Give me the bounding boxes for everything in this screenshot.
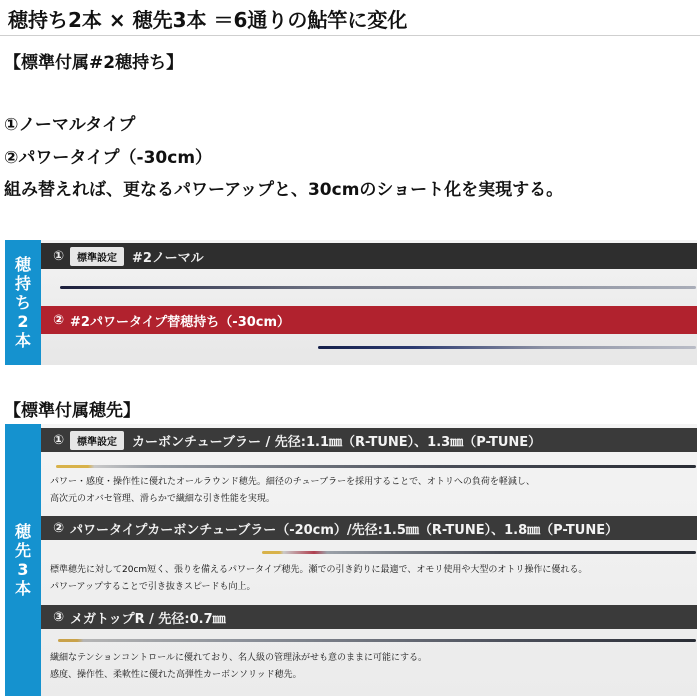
desc-line: 標準穂先に対して20cm短く、張りを備えるパワータイプ穂先。瀬での引き釣りに最適で、オモリ使用や大型のオトリ操作に優れる。 — [50, 565, 588, 575]
standard-badge: 標準設定 — [70, 431, 124, 450]
tip-desc-power — [50, 562, 690, 596]
tip-rod-image-megatop — [58, 639, 696, 642]
row-number: ② — [53, 520, 65, 536]
row-label: パワータイプカーボンチューブラー（-20cm）/先径:1.5㎜（R-TUNE）、1.8㎜（P-TUNE） — [70, 522, 619, 538]
side-char: ち — [14, 293, 31, 312]
rod-image-normal — [60, 286, 696, 289]
side-char: 穂 — [14, 522, 31, 541]
side-char: 2 — [17, 312, 29, 331]
desc-line: パワーアップすることで引き抜きスピードも向上。 — [50, 582, 256, 592]
tip-row-power — [41, 516, 697, 540]
tip-section-heading: 【標準付属穂先】 — [4, 401, 140, 421]
desc-line: パワー・感度・操作性に優れたオールラウンド穂先。細径のチューブラーを採用することで、オトリへの負荷を軽減し、 — [50, 477, 535, 487]
standard-badge: 標準設定 — [70, 247, 124, 266]
holder-summary: 組み替えれば、更なるパワーアップと、30cmのショート化を実現する。 — [4, 180, 564, 200]
holder-row-normal — [41, 243, 697, 269]
desc-line: 高次元のオバセ管理、滑らかで繊細な引き性能を実現。 — [50, 494, 275, 504]
tip-rod-image-standard — [56, 465, 696, 468]
row-number: ③ — [53, 609, 65, 625]
holder-type-power: ②パワータイプ（-30cm） — [4, 148, 213, 168]
title-divider — [0, 35, 700, 36]
desc-line: 繊細なテンションコントロールに優れており、名人級の管理泳がせも意のままに可能にする。 — [50, 653, 427, 663]
side-char: 先 — [14, 541, 31, 560]
tip-desc-standard — [50, 474, 690, 508]
side-char: 本 — [14, 331, 31, 350]
side-char: 持 — [14, 274, 31, 293]
tip-desc-megatop — [50, 650, 690, 684]
side-char: 本 — [14, 579, 31, 598]
row-label: #2パワータイプ替穂持ち（-30cm） — [70, 314, 291, 330]
side-char: 穂 — [14, 255, 31, 274]
row-label: #2ノーマル — [132, 250, 204, 266]
desc-line: 感度、操作性、柔軟性に優れた高弾性カーボンソリッド穂先。 — [50, 670, 302, 680]
row-label: メガトップR / 先径:0.7㎜ — [70, 611, 226, 627]
tip-row-megatop — [41, 605, 697, 629]
tip-side-label — [5, 424, 41, 696]
row-label: カーボンチューブラー / 先径:1.1㎜（R-TUNE）、1.3㎜（P-TUNE） — [132, 434, 542, 450]
row-number: ② — [53, 312, 65, 328]
holder-type-normal: ①ノーマルタイプ — [4, 115, 136, 135]
tip-row-standard — [41, 428, 697, 452]
tip-rod-image-power — [262, 551, 696, 554]
holder-row-power — [41, 306, 697, 334]
page-title: 穂持ち2本 × 穂先3本 ＝6通りの鮎竿に変化 — [8, 8, 408, 32]
row-number: ① — [53, 432, 65, 448]
row-number: ① — [53, 248, 65, 264]
holder-side-label — [5, 240, 41, 365]
side-char: 3 — [17, 560, 29, 579]
holder-section-heading: 【標準付属#2穂持ち】 — [4, 53, 184, 73]
rod-image-power — [318, 346, 696, 349]
